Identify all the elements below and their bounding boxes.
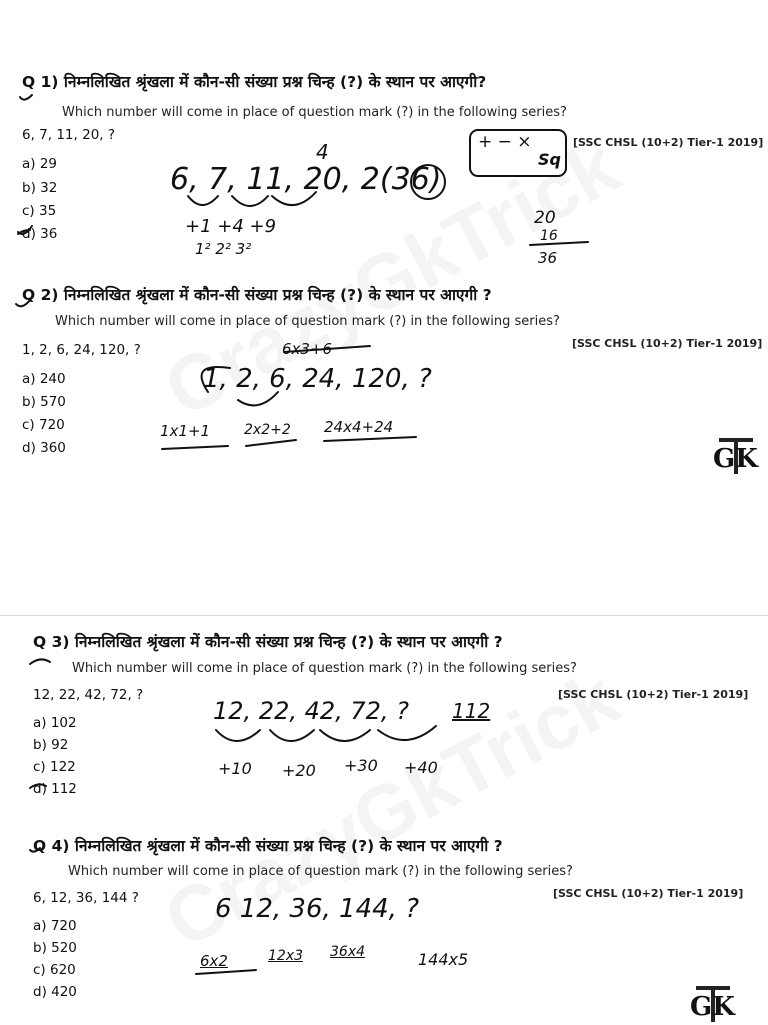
q2-hindi: Q 2) निम्नलिखित श्रृंखला में कौन-सी संख्या प्रश्न चिन्ह (?) के स्थान पर आएगी ?	[22, 286, 492, 304]
q3-work-diff-2: +20	[282, 761, 316, 780]
q1-option-d: d) 36	[22, 226, 58, 242]
q2-english: Which number will come in place of question mark (?) in the following series?	[55, 314, 560, 329]
q2-work-step1: 1x1+1	[160, 422, 211, 440]
gk-logo	[690, 980, 734, 1022]
q3-option-d: d) 112	[33, 781, 77, 797]
q2-option-c: c) 720	[22, 417, 65, 433]
q4-option-a: a) 720	[33, 918, 77, 934]
q4-option-c: c) 620	[33, 962, 76, 978]
q2-work-top: 6x3+6	[282, 340, 333, 358]
q3-work-diff-1: +10	[218, 759, 252, 778]
q1-series: 6, 7, 11, 20, ?	[22, 127, 116, 143]
page-gap	[0, 490, 768, 615]
q3-work-answer: 112	[452, 699, 491, 723]
q1-work-box: + − ×	[478, 132, 532, 152]
q1-option-a: a) 29	[22, 156, 58, 172]
q4-english: Which number will come in place of question mark (?) in the following series?	[68, 864, 573, 879]
q2-option-a: a) 240	[22, 371, 66, 387]
q1-work-box2: Sq	[538, 150, 561, 169]
gk-logo	[713, 432, 757, 474]
q4-work-sequence: 6 12, 36, 144, ?	[215, 894, 419, 924]
q2-source: [SSC CHSL (10+2) Tier-1 2019]	[572, 337, 763, 350]
q4-source: [SSC CHSL (10+2) Tier-1 2019]	[553, 887, 744, 900]
q1-work-calc3: 36	[538, 249, 558, 267]
q4-work-step-4: 144x5	[418, 950, 469, 969]
q3-option-b: b) 92	[33, 737, 69, 753]
q1-work-sequence: 6, 7, 11, 20, 2(36)	[170, 162, 442, 197]
q4-option-d: d) 420	[33, 984, 77, 1000]
q2-option-d: d) 360	[22, 440, 66, 456]
q1-work-calc1: 20	[534, 208, 556, 228]
q2-series: 1, 2, 6, 24, 120, ?	[22, 342, 141, 358]
q1-option-c: c) 35	[22, 203, 57, 219]
q4-work-step-2: 12x3	[268, 948, 304, 964]
q3-hindi: Q 3) निम्नलिखित श्रृंखला में कौन-सी संख्या प्रश्न चिन्ह (?) के स्थान पर आएगी ?	[33, 633, 503, 651]
q1-work-squares: 1² 2² 3²	[195, 240, 252, 258]
q2-option-b: b) 570	[22, 394, 66, 410]
q2-work-step2: 2x2+2	[244, 422, 291, 438]
q3-series: 12, 22, 42, 72, ?	[33, 687, 144, 703]
worksheet-page-2	[0, 615, 768, 1025]
q2-work-step3: 24x4+24	[324, 418, 394, 436]
q3-option-c: c) 122	[33, 759, 76, 775]
q1-work-top: 4	[316, 140, 329, 164]
q1-option-b: b) 32	[22, 180, 58, 196]
q1-work-calc2: 16	[540, 228, 558, 244]
q1-source: [SSC CHSL (10+2) Tier-1 2019]	[573, 136, 764, 149]
gk-logo-text: GK	[690, 992, 735, 1022]
q3-source: [SSC CHSL (10+2) Tier-1 2019]	[558, 688, 749, 701]
q3-work-sequence: 12, 22, 42, 72, ?	[213, 697, 409, 725]
q2-work-sequence: 1, 2, 6, 24, 120, ?	[203, 364, 432, 394]
q3-option-a: a) 102	[33, 715, 77, 731]
q1-english: Which number will come in place of question mark (?) in the following series?	[62, 105, 567, 120]
q1-work-diffs: +1 +4 +9	[185, 216, 277, 237]
q1-hindi: Q 1) निम्नलिखित श्रृंखला में कौन-सी संख्या प्रश्न चिन्ह (?) के स्थान पर आएगी?	[22, 73, 487, 91]
q4-work-step-3: 36x4	[330, 944, 366, 960]
q4-work-step-1: 6x2	[200, 952, 228, 970]
q4-option-b: b) 520	[33, 940, 77, 956]
q3-english: Which number will come in place of question mark (?) in the following series?	[72, 661, 577, 676]
q4-series: 6, 12, 36, 144 ?	[33, 890, 139, 906]
q4-hindi: Q 4) निम्नलिखित श्रृंखला में कौन-सी संख्या प्रश्न चिन्ह (?) के स्थान पर आएगी ?	[33, 837, 503, 855]
q3-work-diff-3: +30	[344, 756, 378, 775]
gk-logo-text: GK	[713, 444, 758, 474]
q3-work-diff-4: +40	[404, 758, 438, 777]
